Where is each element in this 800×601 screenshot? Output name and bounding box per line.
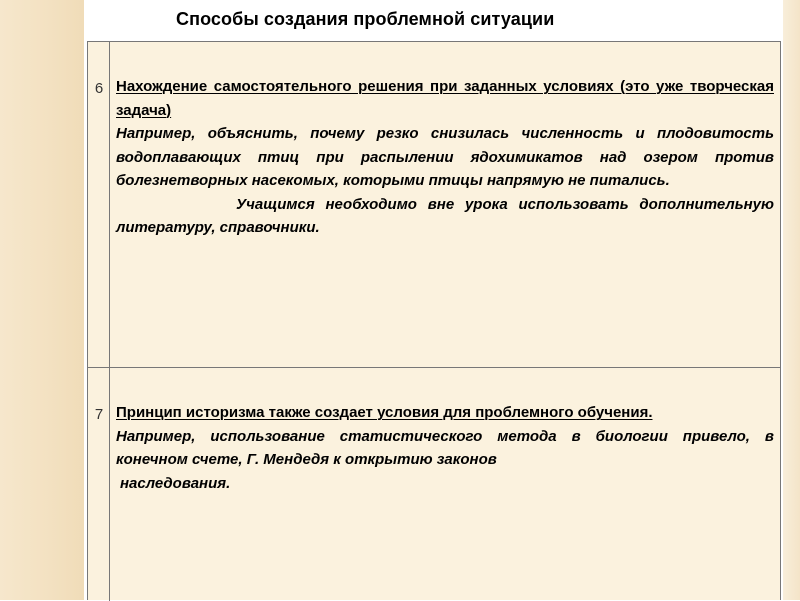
table-row: [88, 42, 780, 368]
method-heading: Нахождение самостоятельного решения при заданных условиях (это уже творческая задача): [116, 78, 774, 119]
table-row: [88, 368, 780, 601]
slide-title: Способы создания проблемной ситуации: [176, 9, 555, 29]
row-content: [116, 75, 774, 240]
left-decorative-band: [0, 0, 84, 600]
method-example: Например, объяснить, почему резко снизилась численность и плодовитость водоплавающих птиц при распылении ядохимикатов над озером против болезнетворных насекомых, которыми птицы напрямую не питались.: [116, 125, 774, 189]
methods-table: [87, 41, 781, 600]
row-content: [116, 401, 774, 495]
right-decorative-band: [783, 0, 800, 600]
method-note: Учащимся необходимо вне урока использовать дополнительную литературу, справочники.: [116, 195, 774, 236]
method-example: Например, использование статистического метода в биологии привело, в конечном счете, Г. Мендедя к открытию законов: [116, 427, 774, 468]
method-example-continuation: наследования.: [120, 474, 231, 492]
column-divider: [109, 42, 110, 367]
method-heading: Принцип историзма также создает условия для проблемного обучения.: [116, 404, 653, 421]
row-number: 7: [94, 406, 104, 423]
row-number: 6: [94, 80, 104, 97]
column-divider: [109, 368, 110, 601]
